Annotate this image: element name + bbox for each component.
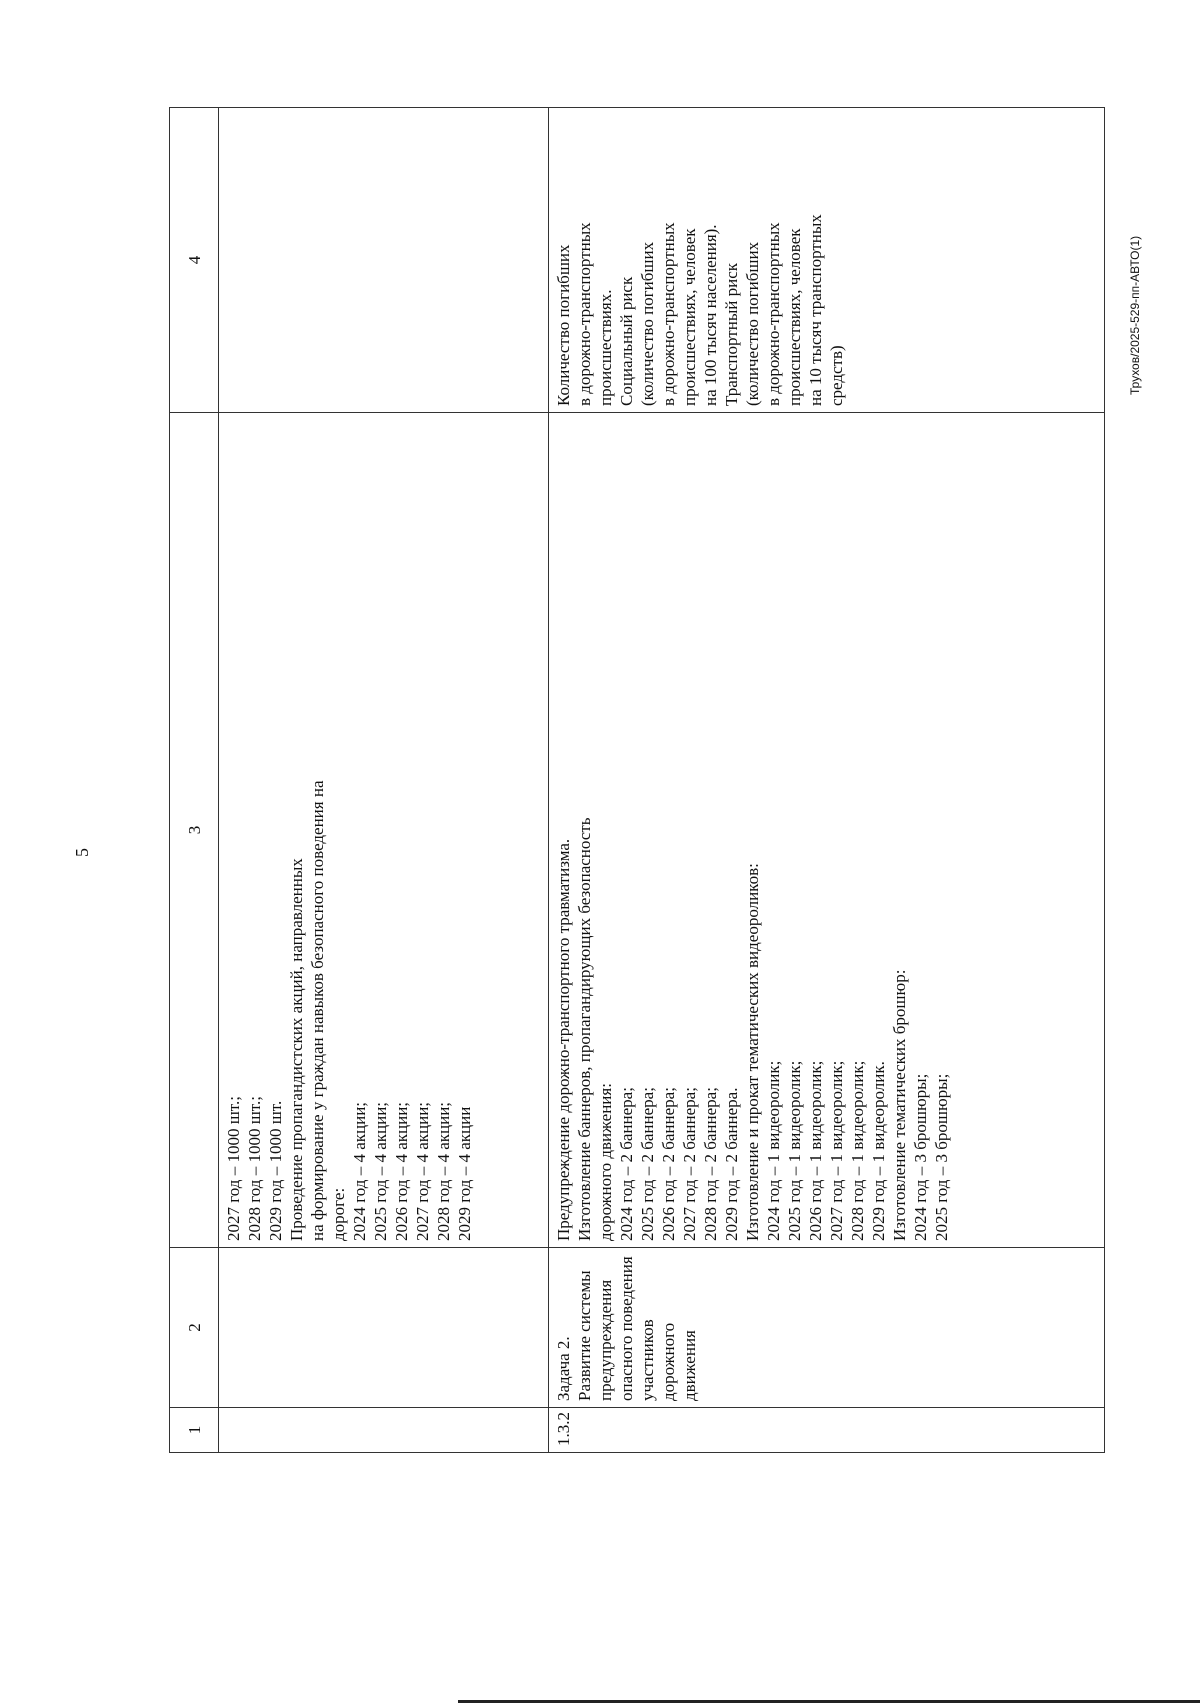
text-line: дорожного движения [659,1322,699,1401]
header-cell-1: 1 [170,1408,219,1453]
text-line: 2024 год – 3 брошюры; [911,1073,930,1241]
text-line: Развитие системы предупреждения [575,1270,615,1401]
text-line: Изготовление баннеров, пропагандирующих безопасность [575,817,594,1241]
row1-number-cell [219,1408,549,1453]
row2-indicators-cell [549,108,1105,413]
text-line: происшествиях, человек [785,228,804,406]
text-line: 2024 год – 4 акции; [350,1101,369,1241]
bottom-rule [458,1700,1200,1703]
text-line: 2029 год – 1000 шт. [266,1100,285,1241]
header-cell-2: 2 [170,1248,219,1408]
text-line: 2026 год – 4 акции; [392,1101,411,1241]
document-code [1125,148,1145,408]
text-line: 2026 год – 2 баннера; [659,1087,678,1241]
row2-activities-cell [549,413,1105,1248]
header-cell-3: 3 [170,413,219,1248]
row1-activities-cell [219,413,549,1248]
text-line: 2029 год – 4 акции [455,1106,474,1241]
text-line: опасного поведения участников [617,1256,657,1401]
text-line: Социальный риск [617,276,636,406]
text-line: происшествиях, человек [680,228,699,406]
text-line: 2025 год – 4 акции; [371,1101,390,1241]
text-line: 2029 год – 1 видеоролик. [869,1061,888,1241]
text-line: в дорожно-транспортных [659,222,678,406]
row2-number-cell: 1.3.2 [549,1408,1105,1453]
text-line: 2024 год – 1 видеоролик; [764,1060,783,1241]
text-line: Задача 2. [554,1336,573,1401]
text-line: на формирование у граждан навыков безопасного поведения на [308,780,327,1241]
text-line: Транспортный риск [722,263,741,406]
text-line: 2025 год – 1 видеоролик; [785,1060,804,1241]
text-line: 2028 год – 4 акции; [434,1101,453,1241]
text-line: на 100 тысяч населения). [701,224,720,406]
text-line: 2026 год – 1 видеоролик; [806,1060,825,1241]
row2-task-cell [549,1248,1105,1408]
text-line: Изготовление и прокат тематических видеороликов: [743,863,762,1241]
text-line: 2025 год – 3 брошюры; [932,1073,951,1241]
rotated-table-container [169,108,1105,1453]
table-row [549,108,1105,1453]
header-row [170,108,219,1453]
text-line: 2027 год – 1 видеоролик; [827,1060,846,1241]
text-line: 2024 год – 2 баннера; [617,1087,636,1241]
header-cell-4: 4 [170,108,219,413]
text-line: 2027 год – 2 баннера; [680,1087,699,1241]
text-line: дорожного движения: [596,1083,615,1241]
text-line: Изготовление тематических брошюр: [890,969,909,1241]
text-line: 2028 год – 1 видеоролик; [848,1060,867,1241]
row1-task-cell [219,1248,549,1408]
text-line: на 10 тысяч транспортных [806,214,825,406]
text-line: Количество погибших [554,244,573,406]
program-table [169,107,1105,1453]
row1-indicators-cell [219,108,549,413]
text-line: средств) [827,345,846,406]
text-line: Предупреждение дорожно-транспортного травматизма. [554,838,573,1241]
table-row [219,108,549,1453]
document-code-text: Трухов/2025-529-пп-АВТО(1) [1128,235,1142,395]
text-line: (количество погибших [638,241,657,406]
text-line: 2028 год – 2 баннера; [701,1087,720,1241]
text-line: происшествиях. [596,289,615,406]
text-line: 2025 год – 2 баннера; [638,1087,657,1241]
text-line: в дорожно-транспортных [764,222,783,406]
text-line: 2029 год – 2 баннера. [722,1087,741,1241]
text-line: 2028 год – 1000 шт.; [245,1096,264,1241]
text-line: дороге: [329,1187,348,1241]
text-line: (количество погибших [743,241,762,406]
text-line: Проведение пропагандистских акций, направленных [287,858,306,1241]
text-line: 2027 год – 4 акции; [413,1101,432,1241]
page-number: 5 [72,848,92,857]
text-line: в дорожно-транспортных [575,222,594,406]
text-line: 2027 год – 1000 шт.; [224,1096,243,1241]
